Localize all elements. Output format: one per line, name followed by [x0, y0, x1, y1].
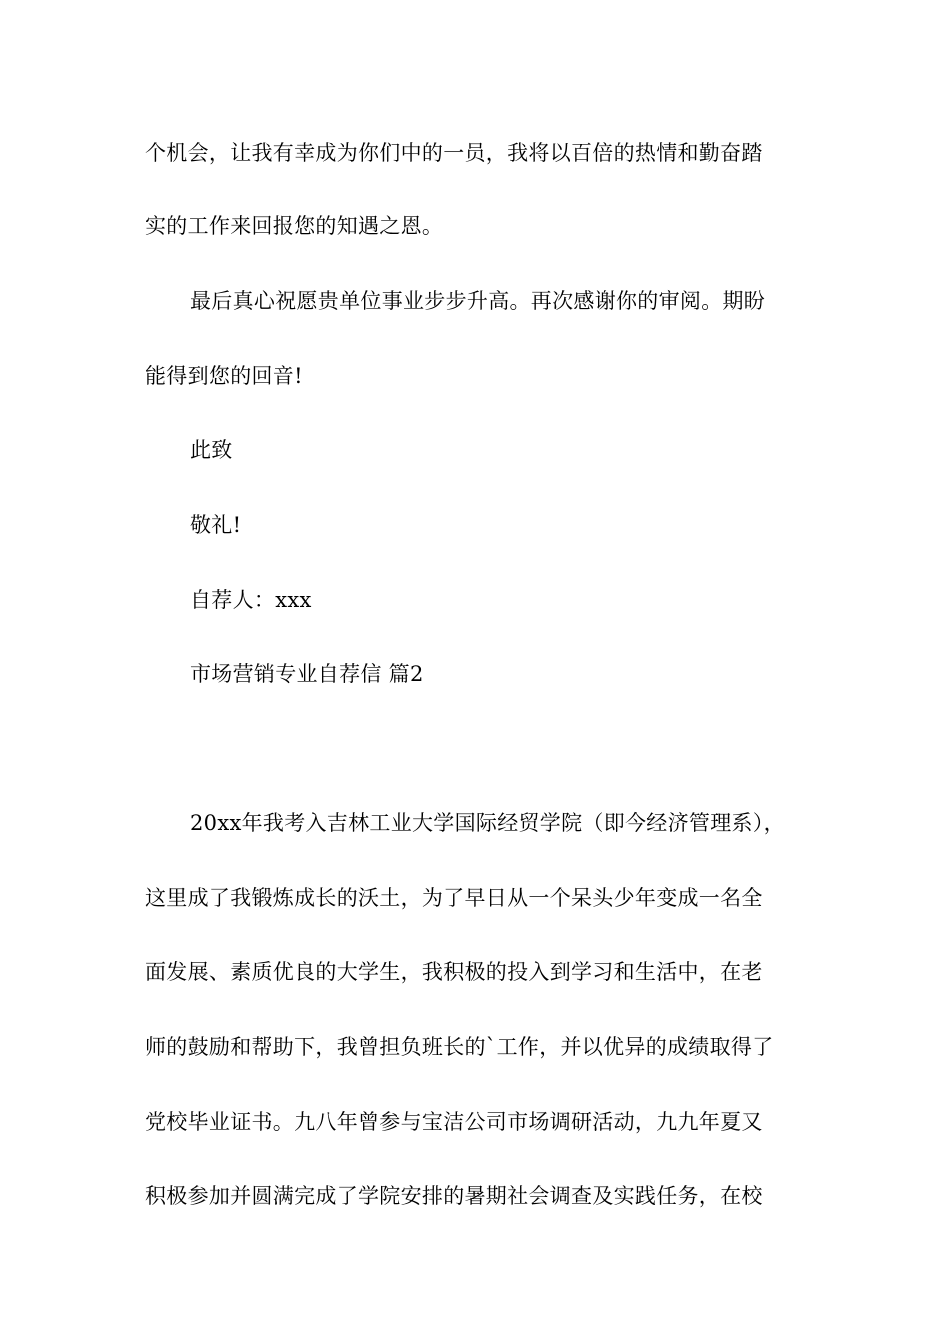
paragraph-line: 师的鼓励和帮助下，我曾担负班长的`工作，并以优异的成绩取得了: [145, 1035, 774, 1059]
closing-greeting: 敬礼!: [190, 513, 242, 537]
paragraph-line: 个机会，让我有幸成为你们中的一员，我将以百倍的热情和勤奋踏: [145, 141, 763, 165]
paragraph-line: 积极参加并圆满完成了学院安排的暑期社会调查及实践任务，在校: [145, 1184, 763, 1208]
paragraph-line: 实的工作来回报您的知遇之恩。: [145, 214, 444, 238]
paragraph-line: 党校毕业证书。九八年曾参与宝洁公司市场调研活动，九九年夏又: [145, 1110, 763, 1134]
paragraph-line: 面发展、素质优良的大学生，我积极的投入到学习和生活中，在老: [145, 960, 763, 984]
paragraph-line: 最后真心祝愿贵单位事业步步升高。再次感谢你的审阅。期盼: [190, 289, 766, 313]
paragraph-line: 这里成了我锻炼成长的沃土，为了早日从一个呆头少年变成一名全: [145, 886, 763, 910]
closing-salutation: 此致: [190, 438, 233, 462]
section-title: 市场营销专业自荐信 篇2: [190, 662, 424, 686]
paragraph-line: 20xx年我考入吉林工业大学国际经贸学院（即今经济管理系），: [190, 811, 785, 835]
paragraph-line: 能得到您的回音!: [145, 364, 303, 388]
signature-line: 自荐人：xxx: [190, 588, 312, 612]
